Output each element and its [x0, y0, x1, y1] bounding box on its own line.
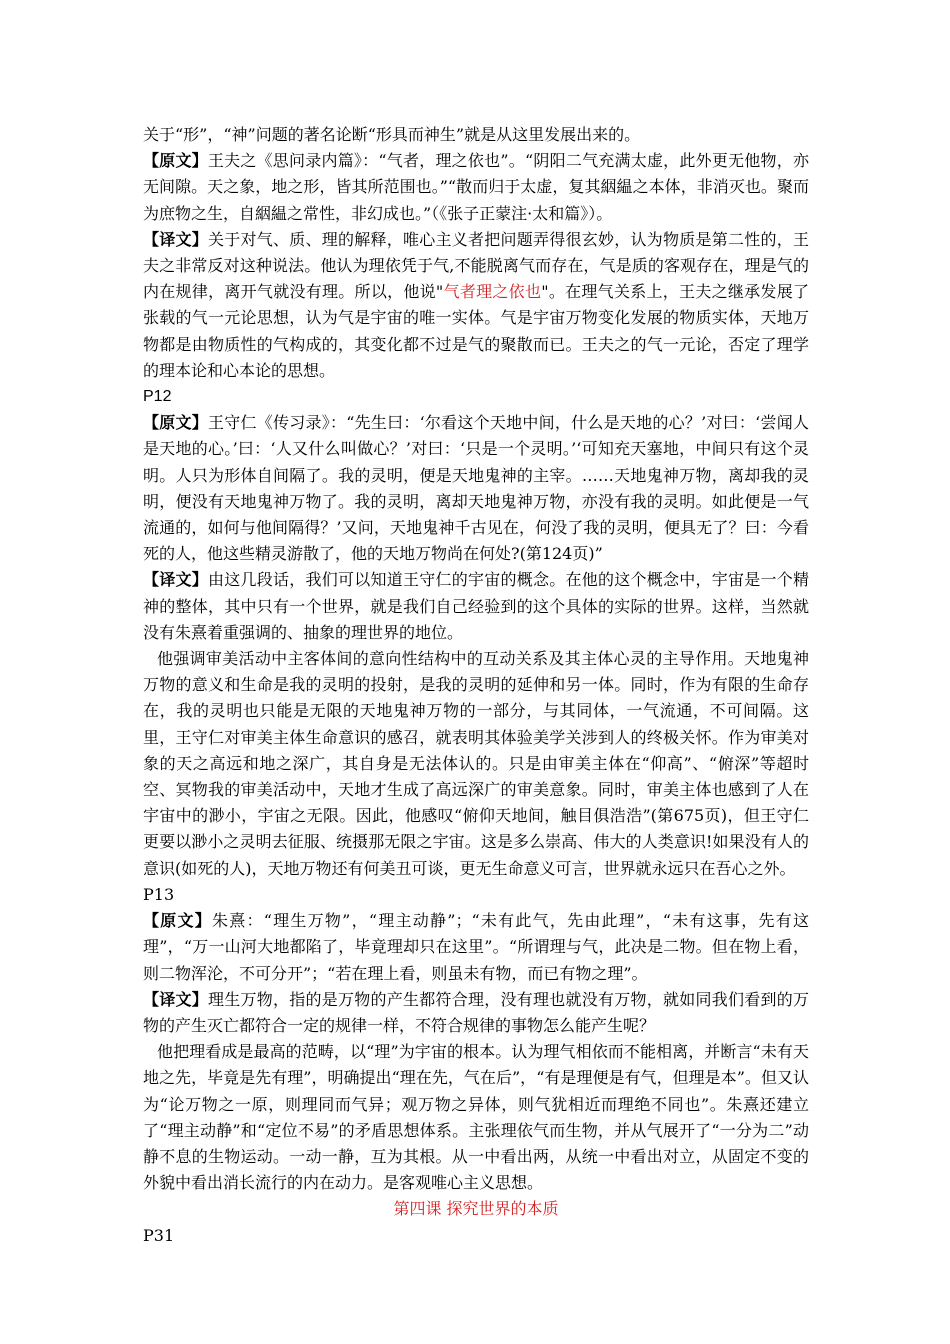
document-body [143, 122, 809, 1249]
paragraph-text: 王守仁《传习录》：“先生曰：‘尔看这个天地中间，什么是天地的心？’对曰：‘尝闻人是天地的心。’曰：‘人又什么叫做心？’对曰：‘只是一个灵明。’‘可知充天塞地，中间只有这个灵明。人只为形体自间隔了。我的灵明，便是天地鬼神的主宰。……天地鬼神万物，离却我的灵明，便没有天地鬼神万物了。我的灵明，离却天地鬼神万物，亦没有我的灵明。如此便是一气流通的，如何与他间隔得？’又问，天地鬼神千古见在，何没了我的灵明，便具无了？曰：今看死的人，他这些精灵游散了，他的天地万物尚在何处?(第124页)” [143, 413, 809, 564]
zhuxi-translation-paragraph [143, 987, 809, 1039]
paragraph-text: 王夫之《思问录内篇》：“气者，理之依也”。“阴阳二气充满太虚，此外更无他物，亦无间隙。天之象，地之形，皆其所范围也。”“散而归于太虚，复其絪緼之本体，非消灭也。聚而为庶物之生，自絪緼之常性，非幻成也。”（《张子正蒙注·太和篇》）。 [143, 151, 809, 223]
highlighted-quote: 气者理之依也 [443, 282, 542, 302]
wangfuzhi-translation-paragraph [143, 227, 809, 384]
translation-label: 【译文】 [143, 989, 208, 1009]
translation-label: 【译文】 [143, 570, 208, 590]
lesson-heading: 第四课 探究世界的本质 [393, 1199, 559, 1219]
wangshouren-translation-paragraph [143, 567, 809, 646]
paragraph-text: 他强调审美活动中主客体间的意向性结构中的互动关系及其主体心灵的主导作用。天地鬼神万物的意义和生命是我的灵明的投射，是我的灵明的延伸和另一体。同时，作为有限的生命存在，我的灵明也只能是无限的天地鬼神万物的一部分，与其同体，一气流通，不可间隔。这里，王守仁对审美主体生命意识的感召，就表明其体验美学关涉到人的终极关怀。作为审美对象的天之高远和地之深广，其自身是无法体认的。只是由审美主体在“仰高”、“俯深”等超时空、冥物我的审美活动中，天地才生成了高远深广的审美意象。同时，审美主体也感到了人在宇宙中的渺小，宇宙之无限。因此，他感叹“俯仰天地间，触目俱浩浩”(第675页)，但王守仁更要以渺小之灵明去征服、统摄那无限之宇宙。这是多么崇高、伟大的人类意识!如果没有人的意识(如死的人)，天地万物还有何美丑可谈，更无生命意义可言，世界就永远只在吾心之外。 [143, 649, 809, 878]
paragraph-text: 关于“形”，“神”问题的著名论断“形具而神生”就是从这里发展出来的。 [143, 125, 641, 144]
zhuxi-original-paragraph [143, 908, 809, 987]
paragraph-text: 他把理看成是最高的范畴，以“理”为宇宙的根本。认为理气相依而不能相离，并断言“未有天地之先，毕竟是先有理”，明确提出“理在先，气在后”，“有是理便是有气，但理是本”。但又认为“论万物之一原，则理同而气异；观万物之异体，则气犹相近而理绝不同也”。朱熹还建立了“理主动静”和“定位不易”的矛盾思想体系。主张理依气而生物，并从气展开了“一分为二”动静不息的生物运动。一动一静，互为其根。从一中看出两，从统一中看出对立，从固定不变的外貌中看出消长流行的内在动力。是客观唯心主义思想。 [143, 1042, 809, 1193]
wangfuzhi-original-paragraph [143, 148, 809, 227]
aesthetic-commentary-paragraph [143, 646, 809, 882]
original-text-label: 【原文】 [143, 413, 208, 433]
translation-label: 【译文】 [143, 229, 208, 249]
page-marker-p31: P31 [143, 1225, 175, 1245]
wangshouren-original-paragraph [143, 410, 809, 567]
original-text-label: 【原文】 [143, 151, 208, 171]
original-text-label: 【原文】 [143, 911, 212, 931]
paragraph-text: 朱熹：“理生万物”，“理主动静”；“未有此气，先由此理”，“未有这事，先有这理”，“万一山河大地都陷了，毕竟理却只在这里”。“所谓理与气，此决是二物。但在物上看，则二物浑沦，不可分开”；“若在理上看，则虽未有物，而已有物之理”。 [143, 911, 809, 983]
page-marker-p13: P13 [143, 884, 175, 904]
paragraph-text: 由这几段话，我们可以知道王守仁的宇宙的概念。在他的这个概念中，宇宙是一个精神的整体，其中只有一个世界，就是我们自己经验到的这个具体的实际的世界。这样，当然就没有朱熹着重强调的、抽象的理世界的地位。 [143, 570, 809, 642]
page-marker-p12: P12 [143, 388, 172, 406]
intro-paragraph [143, 122, 809, 148]
paragraph-text: 理生万物，指的是万物的产生都符合理，没有理也就没有万物，就如同我们看到的万物的产生灭亡都符合一定的规律一样，不符合规律的事物怎么能产生呢？ [143, 989, 809, 1035]
zhuxi-commentary-paragraph [143, 1039, 809, 1196]
paragraph-text-after: "。在理气关系上，王夫之继承发展了张载的气一元论思想，认为气是宇宙的唯一实体。气是宇宙万物变化发展的物质实体，天地万物都是由物质性的气构成的，其变化都不过是气的聚散而已。王夫之的气一元论，否定了理学的理本论和心本论的思想。 [143, 282, 809, 380]
paragraph-text-before: 关于对气、质、理的解释，唯心主义者把问题弄得很玄妙，认为物质是第二性的，王夫之非常反对这种说法。他认为理依凭于气,不能脱离气而存在，气是质的客观存在，理是气的内在规律，离开气就没有理。所以，他说" [143, 229, 809, 302]
